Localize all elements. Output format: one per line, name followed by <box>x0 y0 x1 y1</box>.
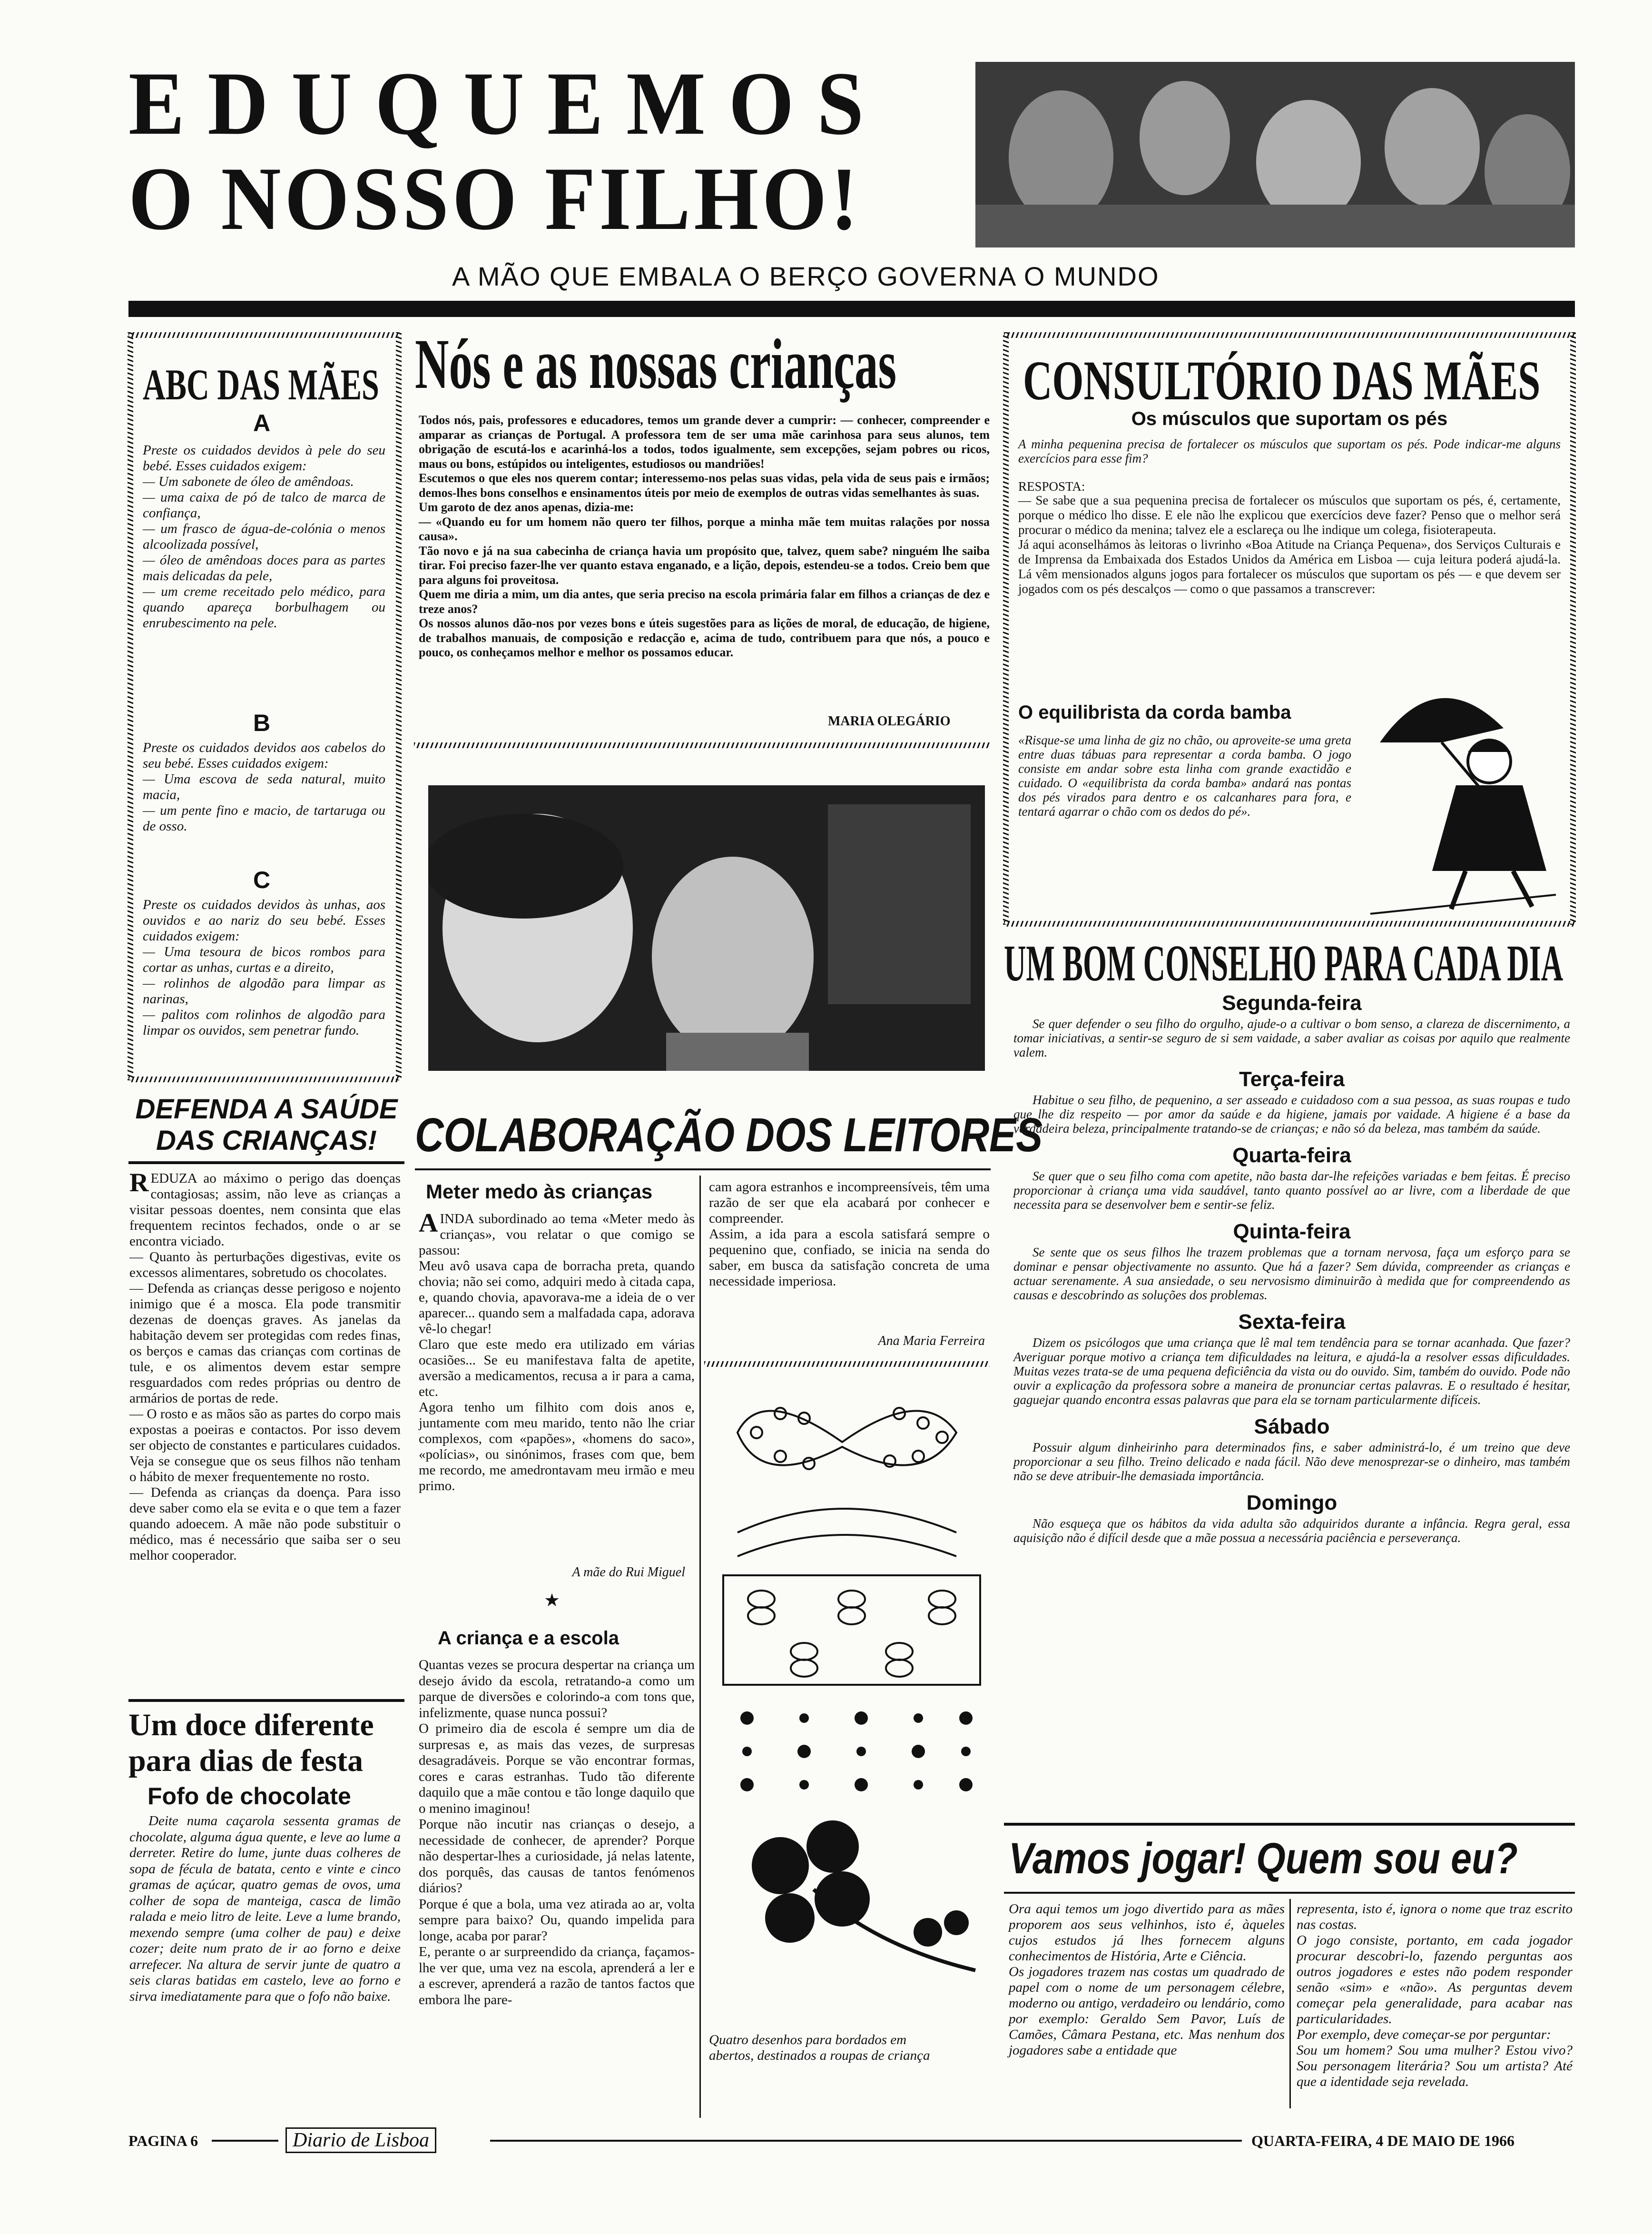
doce-rule <box>128 1699 404 1702</box>
conselho-day-text: Habitue o seu filho, de pequenino, a ser asseado e cuidadoso com a sua pessoa, as suas roupas e tudo que lhe diz respeito — por amor da saúde e da higiene, jamais por vaidade. A higiene é a base da verdadeira beleza, principalmente tratando-se de crianças; e não só da beleza, mas também da saúde. <box>1013 1093 1570 1136</box>
footer-paper-name: Diario de Lisboa <box>285 2127 436 2153</box>
nos-title: Nós e as nossas crianças <box>415 325 897 404</box>
jogo-col1: Ora aqui temos um jogo divertido para as mães proporem aos seus velhinhos, isto é, àqueles cujos estudos já lhes fornecem alguns conhecimentos de História, Arte e Ciência. Os jogadores trazem nas costas um quadrado de papel com o nome de um personagem célebre, moderno ou antigo, verdadeiro ou lendário, como por exemplo: Geraldo Sem Pavor, Luís de Camões, Câmara Pestana, etc. Mas nenhum dos jogadores sabe a entidade que <box>1009 1901 1285 2058</box>
jogo-title: Vamos jogar! Quem sou eu? <box>1009 1834 1518 1883</box>
embroidery-butterfly-design <box>723 1575 980 1685</box>
embroidery-clover-design <box>752 1820 975 1970</box>
colab-medo-body: INDA subordinado ao tema «Meter medo às crianças», vou relatar o que comigo se passou: Meu avô usava capa de borracha preta, quando chovia; não sei como, adquiri medo à citada capa, e, quando chovia, apavorava-me a ideia de o ver aparecer... quando sem a malfadada capa, adorava vê-lo chegar! Claro que este medo era utilizado em várias ocasiões... Se eu manifestava falta de apetite, aversão a medicamentos, recusa a ir para a cama, etc. Agora tenho um filhito com dois anos e, juntamente com meu marido, tento não lhe criar complexos, com «papões», «homens do saco», «polícias», ou sinónimos, frases com que, bem me recordo, me amedrontavam meu irmão e meu primo. <box>419 1211 695 1493</box>
consultorio-game-text: «Risque-se uma linha de giz no chão, ou aproveite-se uma greta entre duas tábuas para representar a corda bamba. O jogo consiste em andar sobre esta linha com grande exactidão e cuidado. O «equilibrista da corda bamba» andará nas pontas dos pés virados para dentro e os calcanhares para fora, e tentará agarrar o chão com os dedos do pé». <box>1018 733 1351 819</box>
colab-medo-block <box>419 1208 695 1494</box>
abc-title: ABC DAS MÃES <box>143 360 379 409</box>
children-photo-image <box>975 62 1575 247</box>
embroidery-bow-design <box>738 1408 956 1556</box>
consultorio-question: A minha pequenina precisa de fortalecer os músculos que suportam os pés. Pode indicar-me alguns exercícios para esse fim? <box>1018 437 1561 465</box>
abc-letter-b: B <box>253 710 271 736</box>
conselho-day-title: Segunda-feira <box>1222 991 1362 1015</box>
consultorio-answer-label: RESPOSTA: <box>1018 479 1085 494</box>
abc-text-c: Preste os cuidados devidos às unhas, aos ouvidos e ao nariz do seu bebé. Esses cuidados exigem: — Uma tesoura de bicos rombos para cortar as unhas, curtas e a direito, — rolinhos de algodão para limpar as narinas, — palitos com rolinhos de algodão para limpar os ouvidos, sem penetrar fundo. <box>143 897 385 1038</box>
colab-medo-dropcap: A <box>419 1208 438 1238</box>
conselho-day-text: Não esqueça que os hábitos da vida adulta são adquiridos durante a infância. Regra geral, essa aquisição não é difícil desde que a mãe possua a necessária paciência e perseverança. <box>1013 1516 1570 1545</box>
colab-rule <box>415 1168 991 1170</box>
doce-body: Deite numa caçarola sessenta gramas de chocolate, alguma água quente, e leve ao lume a derreter. Retire do lume, junte duas colheres de sopa de fécula de batata, cento e vinte e cinco gramas de açúcar, quatro gemas de ovos, uma colher de sopa de manteiga, casca de limão ralada e meio litro de leite. Leve a lume brando, mexendo sempre (uma colher de pau) e deixe cozer; deite num prato de ir ao forno e deixe arrefecer. Na altura de servir junte de quatro a seis claras batidas em castelo, leve ao forno e sirva imediatamente para que o fofo não baixe. <box>129 1813 401 2004</box>
conselho-title: UM BOM CONSELHO PARA CADA DIA <box>1004 935 1564 992</box>
conselho-day-title: Quinta-feira <box>1233 1220 1351 1243</box>
jogo-column-divider <box>1289 1899 1291 2108</box>
consultorio-subtitle: Os músculos que suportam os pés <box>1131 408 1448 429</box>
nos-rule <box>414 742 990 748</box>
mother-child-image <box>428 785 985 1071</box>
consultorio-game-title: O equilibrista da corda bamba <box>1018 702 1291 723</box>
colab-escola-title: A criança e a escola <box>438 1628 619 1649</box>
girl-umbrella-illustration <box>1361 671 1565 919</box>
colab-star: ★ <box>543 1591 560 1611</box>
abc-border-bottom <box>128 1077 400 1082</box>
embroidery-designs <box>709 1375 990 2023</box>
colab-escola-signature: Ana Maria Ferreira <box>878 1334 985 1348</box>
conselho-day-title: Sexta-feira <box>1238 1310 1346 1334</box>
defenda-rule <box>128 1161 404 1164</box>
masthead-motto: A MÃO QUE EMBALA O BERÇO GOVERNA O MUNDO <box>452 261 1160 291</box>
abc-text-a: Preste os cuidados devidos à pele do seu bebé. Esses cuidados exigem: — Um sabonete de óleo de amêndoas. — uma caixa de pó de talco de marca de confiança, — um frasco de água-de-colónia o menos alcoolizada possível, — óleo de amêndoas doces para as partes mais delicadas da pele, — um creme receitado pelo médico, para quando apareça borbulhagem ou enrubescimento na pele. <box>143 443 385 631</box>
defenda-title-line2: DAS CRIANÇAS! <box>156 1125 377 1156</box>
mother-child-photo <box>428 785 985 1071</box>
consultorio-border-top <box>1004 332 1575 338</box>
abc-border-right <box>396 332 402 1080</box>
masthead-title-line2: O NOSSO FILHO! <box>128 149 862 249</box>
conselho-day-text: Se sente que os seus filhos lhe trazem problemas que a tornam nervosa, faça um esforço para se dominar e pensar objectivamente no assunto. Que há a fazer? Sem dúvida, compreender as crianças e actuar serenamente. A sua ansiedade, o seu nervosismo diminuirão à medida que for compreendendo as causas e descobrindo as soluções dos problemas. <box>1013 1245 1570 1302</box>
colab-escola-continuation: cam agora estranhos e incompreensíveis, têm uma razão de ser que ela acabará por conhecer e compreender. Assim, a ida para a escola satisfará sempre o pequenino que, confiado, se inicia na senda do saber, em busca da satisfação concreta de uma necessidade imperiosa. <box>709 1179 990 1289</box>
defenda-dropcap: R <box>129 1168 149 1197</box>
footer-page-number: PAGINA 6 <box>128 2132 198 2149</box>
bordados-border-top <box>704 1361 990 1367</box>
defenda-title-line1: DEFENDA A SAÚDE <box>135 1094 398 1125</box>
colab-column-divider <box>699 1176 701 2118</box>
abc-border-left <box>128 332 133 1080</box>
consultorio-border-right <box>1570 332 1576 925</box>
bordados-caption: Quatro desenhos para bordados em abertos, destinados a roupas de criança <box>709 2032 930 2063</box>
jogo-rule-mid <box>1004 1892 1575 1894</box>
abc-letter-a: A <box>253 410 271 436</box>
consultorio-title: CONSULTÓRIO DAS MÃES <box>1023 349 1541 412</box>
footer-rule-left <box>212 2140 278 2142</box>
doce-title-line2: para dias de festa <box>128 1743 364 1778</box>
consultorio-border-bottom <box>1004 921 1575 927</box>
conselho-day-title: Quarta-feira <box>1232 1144 1351 1167</box>
conselho-day-title: Sábado <box>1254 1415 1330 1438</box>
jogo-col2: representa, isto é, ignora o nome que traz escrito nas costas. O jogo consiste, portanto, em cada jogador procurar descobri-lo, fazendo perguntas aos outros jogadores e estes não podem responder senão «sim» e «não». As perguntas devem começar pela generalidade, para acabar nas particularidades. Por exemplo, deve começar-se por perguntar: Sou um homem? Sou uma mulher? Estou vivo? Sou personagem literária? Sou um artista? Até que a identidade seja revelada. <box>1297 1901 1573 2089</box>
colab-medo-signature: A mãe do Rui Miguel <box>572 1565 685 1580</box>
colab-medo-title: Meter medo às crianças <box>426 1180 653 1203</box>
defenda-text-block <box>129 1168 401 1563</box>
masthead-title-line1: EDUQUEMOS <box>128 54 887 154</box>
footer-date: QUARTA-FEIRA, 4 DE MAIO DE 1966 <box>1251 2132 1514 2149</box>
abc-text-b: Preste os cuidados devidos aos cabelos do seu bebé. Esses cuidados exigem: — Uma escova de seda natural, muito macia, — um pente fino e macio, de tartaruga ou de osso. <box>143 740 385 834</box>
abc-letter-c: C <box>253 867 271 893</box>
colab-escola-body: Quantas vezes se procura despertar na criança um desejo ávido da escola, retratando-a como um parque de diversões e colorindo-a com tons que, infelizmente, quase nunca possui? O primeiro dia de escola é sempre um dia de surpresas e, as mais das vezes, de surpresas desagradáveis. Porque se vão encontrar formas, cores e caras estranhas. Tudo tão diferente daquilo que a mãe contou e tão longe daquilo que o menino imaginou! Porque não incutir nas crianças o desejo, a necessidade de conhecer, de aprender? Porque não despertar-lhes a curiosidade, já nelas latente, dos porquês, das causas de tantos fenómenos diários? Porque é que a bola, uma vez atirada ao ar, volta sempre para baixo? Ou, quando impelida para longe, acaba por parar? E, perante o ar surpreendido da criança, façamos-lhe ver que, uma vez na escola, aprenderá a ler e a escrever, aprenderá a razão de tantos factos que embora lhe pare- <box>419 1657 695 2007</box>
masthead-rule <box>128 301 1575 317</box>
conselho-day-text: Dizem os psicólogos que uma criança que lê mal tem tendência para se tornar acanhada. Que fazer? Averiguar porque motivo a criança tem dificuldades na leitura, e ajudá-la a resolver essas dificuldades. Muitas vezes trata-se de uma pequena deficiência da vista ou do ouvido. Sim, também do ouvido. Pode não ouvir a explicação da professora sobre a maneira de pronunciar certas palavras. E o resultado é hesitar, gaguejar quando encontra essas palavras que para ela se tornam particularmente difíceis. <box>1013 1335 1570 1407</box>
conselho-day-title: Terça-feira <box>1239 1068 1345 1091</box>
conselho-list <box>1013 990 1570 1545</box>
doce-subtitle: Fofo de chocolate <box>148 1783 351 1809</box>
masthead-photo <box>975 62 1575 247</box>
consultorio-border-left <box>1003 332 1009 925</box>
nos-signature: MARIA OLEGÁRIO <box>828 714 951 729</box>
embroidery-dots-design <box>740 1711 973 1791</box>
conselho-day-text: Se quer que o seu filho coma com apetite, não basta dar-lhe refeições variadas e bem feitas. É preciso proporcionar à criança uma vida saudável, tanto quanto possível ao ar livre, com a liberdade de que necessita para se desenvolver bem e sentir-se feliz. <box>1013 1169 1570 1212</box>
defenda-body: EDUZA ao máximo o perigo das doenças contagiosas; assim, não leve as crianças a visitar pessoas doentes, nem consinta que elas frequentem recintos fechados, onde o ar se encontra viciado. — Quanto às perturbações digestivas, evite os excessos alimentares, sobretudo os chocolates. — Defenda as crianças desse perigoso e nojento inimigo que é a mosca. Ela pode transmitir dezenas de doenças graves. As janelas da habitação devem ser protegidas com redes finas, os berços e camas das crianças com cortinas de tule, e os alimentos devem estar sempre resguardados com redes próprias ou dentro de armários de portas de rede. — O rosto e as mãos são as partes do corpo mais expostas a poeiras e contactos. Por isso devem ser objecto de constantes e particulares cuidados. Veja se consegue que os seus filhos não tenham o hábito de mexer frequentemente no rosto. — Defenda as crianças da doença. Para isso deve saber como ela se evita e o que tem a fazer quando adoecem. A mãe não pode substituir o médico, mas é necessário que saiba ser o seu melhor cooperador. <box>129 1171 401 1563</box>
nos-body: Todos nós, pais, professores e educadores, temos um grande dever a cumprir: — conhecer, compreender e amparar as crianças de Portugal. A professora tem de ser uma mãe carinhosa para seus alunos, tem obrigação de escutá-los e acarinhá-los a todos, todos igualmente, sem excepções, sejam pobres ou ricos, maus ou bons, estúpidos ou inteligentes, estudiosos ou mandriões! Escutemos o que eles nos querem contar; interessemo-nos pelas suas vidas, pela vida de seus pais e irmãos; demos-lhes bons conselhos e ensinamentos úteis por meio de exemplos de outras vidas semelhantes às suas. Um garoto de dez anos apenas, dizia-me: — «Quando eu for um homem não quero ter filhos, porque a minha mãe tem muitas ralações por nossa causa». Tão novo e já na sua cabecinha de criança havia um propósito que, talvez, quem sabe? ninguém lhe saiba tirar. Foi preciso fazer-lhe ver quanto estava enganado, e a lição, depois, estendeu-se a todos. Creio bem que para alguns foi proveitosa. Quem me diria a mim, um dia antes, que seria preciso na escola primária falar em filhos a crianças de dez e treze anos? Os nossos alunos dão-nos por vezes bons e úteis sugestões para as lições de moral, de educação, de higiene, de trabalhos manuais, de composição e redacção e, acima de tudo, contribuem para que nós, a pouco e pouco, os conheçamos melhor e melhor os possamos educar. <box>419 413 990 659</box>
conselho-day-text: Se quer defender o seu filho do orgulho, ajude-o a cultivar o bom senso, a clareza de discernimento, a tomar iniciativas, a sentir-se seguro de si sem vaidade, a saber avaliar as coisas por aquilo que realmente valem. <box>1013 1017 1570 1059</box>
colab-title: COLABORAÇÃO DOS LEITORES <box>415 1108 1043 1162</box>
footer-rule-right <box>490 2140 1242 2142</box>
conselho-day-text: Possuir algum dinheirinho para determinados fins, e saber administrá-lo, é um treino que deve proporcionar a seu filho. Treino delicado e nada fácil. Não deve menosprezar-se o dinheiro, mas também não se deve atribuir-lhe demasiada importância. <box>1013 1440 1570 1483</box>
doce-title-line1: Um doce diferente <box>128 1708 374 1742</box>
jogo-rule-top <box>1004 1823 1575 1826</box>
abc-border-top <box>128 332 400 338</box>
consultorio-answer: — Se sabe que a sua pequenina precisa de fortalecer os músculos que suportam os pés, é, certamente, porque o médico lho disse. E ele não lhe explicou que exercícios deve fazer? Penso que o melhor será procurar o médico da menina; talvez ele a esclareça ou lhe indique um colega, fisioterapeuta. Já aqui aconselhámos às leitoras o livrinho «Boa Atitude na Criança Pequena», dos Serviços Culturais e de Imprensa da Embaixada dos Estados Unidos da América em Lisboa — cuja leitura poderá ajudá-la. Lá vêm mensionados alguns jogos para fortalecer os músculos que suportam os pés — e que devem ser jogados com os pés descalços — como o que passamos a transcrever: <box>1018 493 1561 596</box>
conselho-day-title: Domingo <box>1246 1491 1337 1514</box>
